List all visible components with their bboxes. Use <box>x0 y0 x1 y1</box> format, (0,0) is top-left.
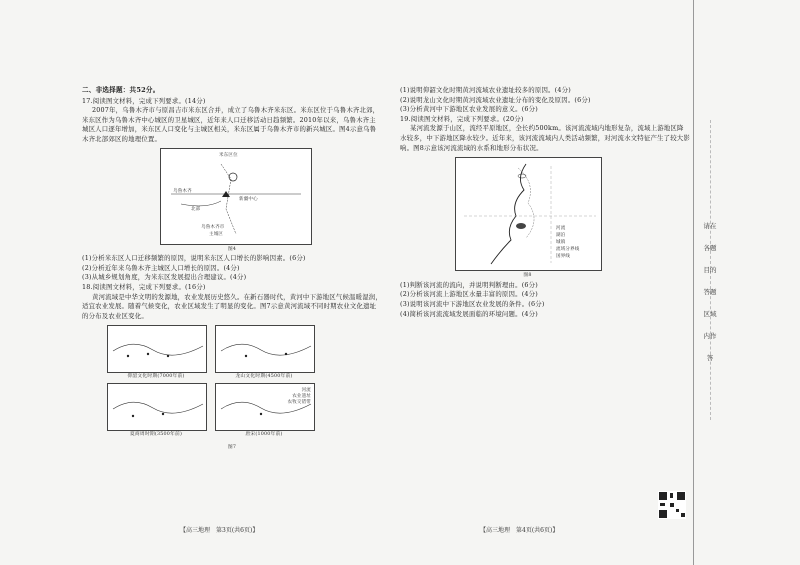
footer-right: 【高三地理 第4页(共6页)】 <box>480 527 559 534</box>
fig4-label-c: 新疆中心 <box>239 196 258 202</box>
sidebar-notice: 请在各题目的答题区域内作答 <box>703 222 717 362</box>
figure-4-map <box>161 149 311 244</box>
figure-4-caption: 图4 <box>227 246 237 252</box>
fig7-legend-2: 农业遗址 <box>292 394 311 400</box>
fig4-label-f: 主城区 <box>209 231 224 237</box>
fig8-legend-1: 河流 <box>556 226 566 232</box>
q19-paragraph: 某河流发源于山区，流经平原地区，全长约500km。该河流流域内地形复杂，流域上游地区降水较多，中下游地区降水较少。近年来，该河流流域内人类活动频繁，对河流水文特征产生了较大影响。图8示意该河流流域的水系和地形分布状况。 <box>400 124 690 152</box>
figure-7 <box>107 325 317 443</box>
qr-code-icon <box>658 491 686 519</box>
fig7-legend-1: 河流 <box>301 388 311 394</box>
q19-question-2: (2)分析该河流上游地区水量丰富的原因。(4分) <box>400 290 538 299</box>
panel-4-caption: 唐宋(1000年前) <box>245 432 283 438</box>
fig8-legend-4: 流域分界线 <box>556 247 580 253</box>
figure-7-panel-2 <box>215 325 315 373</box>
panel-1-map <box>108 326 206 372</box>
fig4-label-d: 北部 <box>191 206 201 212</box>
sidebar-divider <box>693 0 694 565</box>
q18-question-2: (2)说明龙山文化时期黄河流域农业遗址分布的变化及原因。(6分) <box>400 95 591 104</box>
section-title: 二、非选择题：共52分。 <box>82 86 160 94</box>
q19-heading: 19.阅读图文材料，完成下列要求。(20分) <box>400 114 524 123</box>
panel-1-caption: 仰韶文化时期(7000年前) <box>127 374 185 380</box>
panel-2-map <box>216 326 314 372</box>
q19-question-1: (1)判断该河流的流向，并说明判断理由。(6分) <box>400 280 538 289</box>
figure-8-caption: 图8 <box>523 273 532 279</box>
figure-7-panel-4 <box>215 383 315 431</box>
q17-heading: 17.阅读图文材料，完成下列要求。(14分) <box>82 96 206 105</box>
figure-7-panel-1 <box>107 325 207 373</box>
figure-7-panel-3 <box>107 383 207 431</box>
q19-question-3: (3)说明该河流中下游地区农业发展的条件。(6分) <box>400 299 545 308</box>
fig7-legend-3: 农牧交错带 <box>287 400 311 406</box>
panel-3-map <box>108 384 206 430</box>
fig4-label-e: 乌鲁木齐市 <box>201 224 225 230</box>
q18-question-3: (3)分析黄河中下游地区农业发展的意义。(6分) <box>400 105 538 114</box>
q17-question-3: (3)从城乡规划角度，为米东区发展提出合理建议。(4分) <box>82 273 247 282</box>
q17-paragraph: 2007年，乌鲁木齐市与原昌吉市米东区合并，成立了乌鲁木齐米东区。米东区位于乌鲁木齐北郊，米东区作为乌鲁木齐中心城区的卫星城区，近年来人口迁移活动日趋频繁。2010年以来，乌鲁木齐主城区人口逐年增加，米东区人口变化与主城区相关，米东区属于乌鲁木齐市的新兴城区。图4示意乌鲁木齐北部郊区的地理位置。 <box>82 106 380 143</box>
fig8-legend-5: 国界线 <box>556 254 571 260</box>
figure-8 <box>455 157 602 271</box>
footer-left: 【高三地理 第3页(共6页)】 <box>180 527 259 534</box>
right-column <box>400 86 690 319</box>
fig4-label-a: 米东区位 <box>219 152 238 158</box>
left-column <box>82 86 382 453</box>
q18-paragraph: 黄河流域是中华文明的发源地，农业发展历史悠久。在新石器时代，黄河中下游地区气候温暖湿润，适宜农业发展。随着气候变化，农业区域发生了明显的变化。图7示意黄河流域不同时期农业文化遗址的分布及农业区变化。 <box>82 292 382 320</box>
panel-2-caption: 龙山文化时期(4500年前) <box>235 374 293 380</box>
q17-question-1: (1)分析米东区人口迁移频繁的原因，说明米东区人口增长的影响因素。(6分) <box>82 254 306 263</box>
q18-heading: 18.阅读图文材料，完成下列要求。(16分) <box>82 282 206 291</box>
q19-question-4: (4)简析该河流流域发展面临的环境问题。(4分) <box>400 309 538 318</box>
fig4-label-b: 乌鲁木齐 <box>173 188 192 194</box>
fig8-legend-2: 湖泊 <box>556 233 566 239</box>
q17-question-2: (2)分析近年来乌鲁木齐主城区人口增长的原因。(4分) <box>82 263 240 272</box>
figure-4 <box>160 148 312 245</box>
panel-4-map <box>216 384 314 430</box>
figure-7-caption: 图7 <box>227 445 237 451</box>
fig8-legend-3: 城镇 <box>556 240 566 246</box>
panel-3-caption: 夏商周时期(3500年前) <box>129 432 183 438</box>
q18-question-1: (1)说明仰韶文化时期黄河流域农业遗址较多的原因。(4分) <box>400 86 571 94</box>
figure-8-map <box>456 158 601 270</box>
